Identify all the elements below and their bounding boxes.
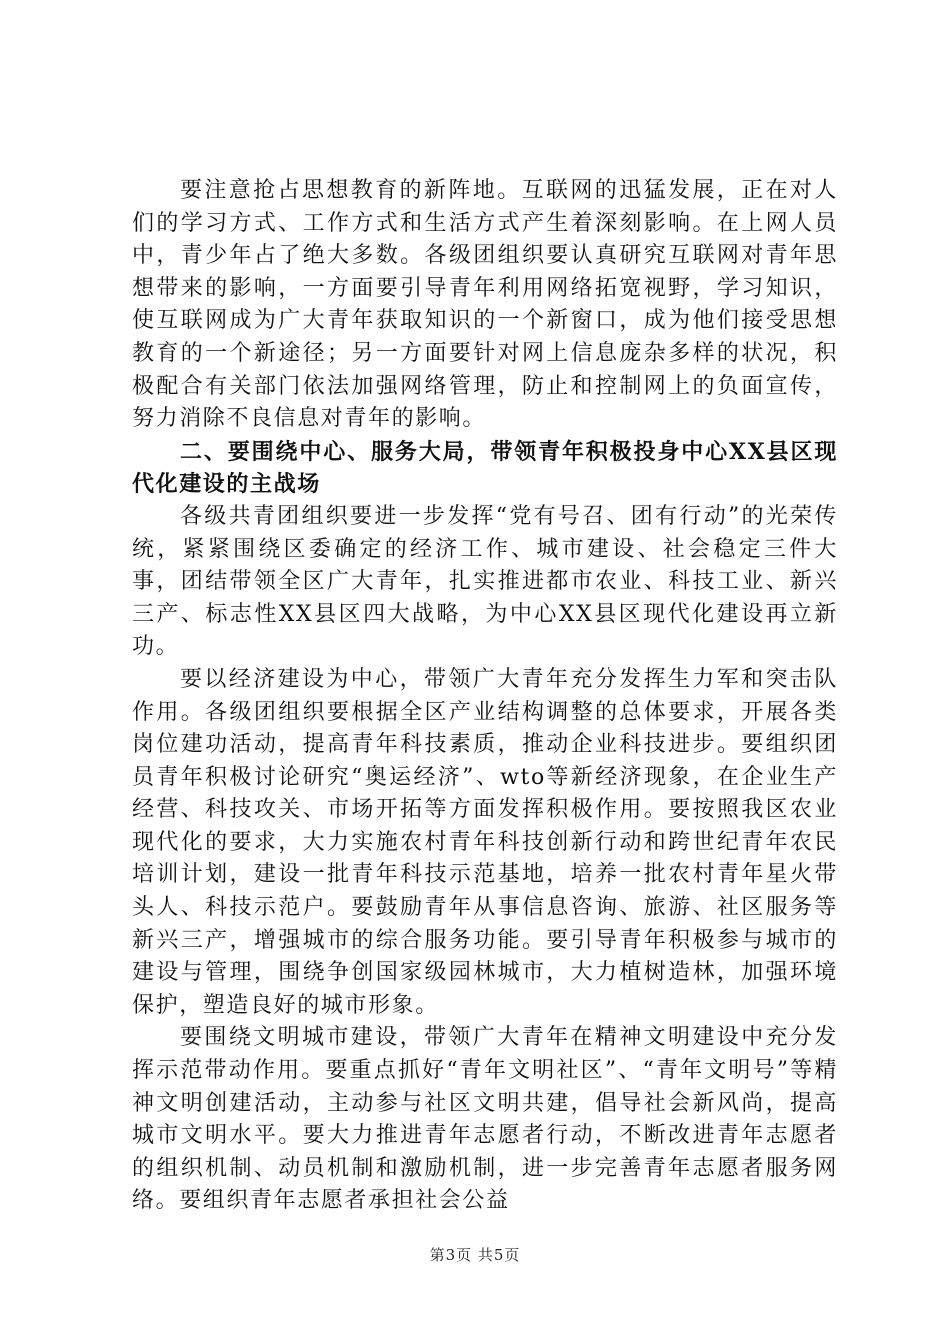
document-body <box>132 175 838 1218</box>
paragraph-economic-construction: 要以经济建设为中心，带领广大青年充分发挥生力军和突击队作用。各级团组织要根据全区产业结构调整的总体要求，开展各类岗位建功活动，提高青年科技素质，推动企业科技进步。要组织团员青年积极讨论研究“奥运经济”、wto等新经济现象，在企业生产经营、科技攻关、市场开拓等方面发挥积极作用。要按照我区农业现代化的要求，大力实施农村青年科技创新行动和跨世纪青年农民培训计划，建设一批青年科技示范基地，培养一批农村青年星火带头人、科技示范户。要鼓励青年从事信息咨询、旅游、社区服务等新兴三产，增强城市的综合服务功能。要引导青年积极参与城市的建设与管理，围绕争创国家级园林城市，大力植树造林，加强环境保护，塑造良好的城市形象。 <box>132 666 838 1018</box>
paragraph-civilized-city: 要围绕文明城市建设，带领广大青年在精神文明建设中充分发挥示范带动作用。要重点抓好“青年文明社区”、“青年文明号”等精神文明创建活动，主动参与社区文明共建，倡导社会新风尚，提高城市文明水平。要大力推进青年志愿者行动，不断改进青年志愿者的组织机制、动员机制和激励机制，进一步完善青年志愿者服务网络。要组织青年志愿者承担社会公益 <box>132 1025 838 1214</box>
section-heading-two: 二、要围绕中心、服务大局，带领青年积极投身中心XX县区现代化建设的主战场 <box>132 438 838 498</box>
paragraph-league-tradition: 各级共青团组织要进一步发挥“党有号召、团有行动”的光荣传统，紧紧围绕区委确定的经济工作、城市建设、社会稳定三件大事，团结带领全区广大青年，扎实推进都市农业、科技工业、新兴三产、标志性XX县区四大战略，为中心XX县区现代化建设再立新功。 <box>132 503 838 660</box>
page-number-footer: 第3页 共5页 <box>429 1246 521 1264</box>
paragraph-internet-education: 要注意抢占思想教育的新阵地。互联网的迅猛发展，正在对人们的学习方式、工作方式和生活方式产生着深刻影响。在上网人员中，青少年占了绝大多数。各级团组织要认真研究互联网对青年思想带来的影响，一方面要引导青年利用网络拓宽视野，学习知识，使互联网成为广大青年获取知识的一个新窗口，成为他们接受思想教育的一个新途径；另一方面要针对网上信息庞杂多样的状况，积极配合有关部门依法加强网络管理，防止和控制网上的负面宣传，努力消除不良信息对青年的影响。 <box>132 178 838 432</box>
